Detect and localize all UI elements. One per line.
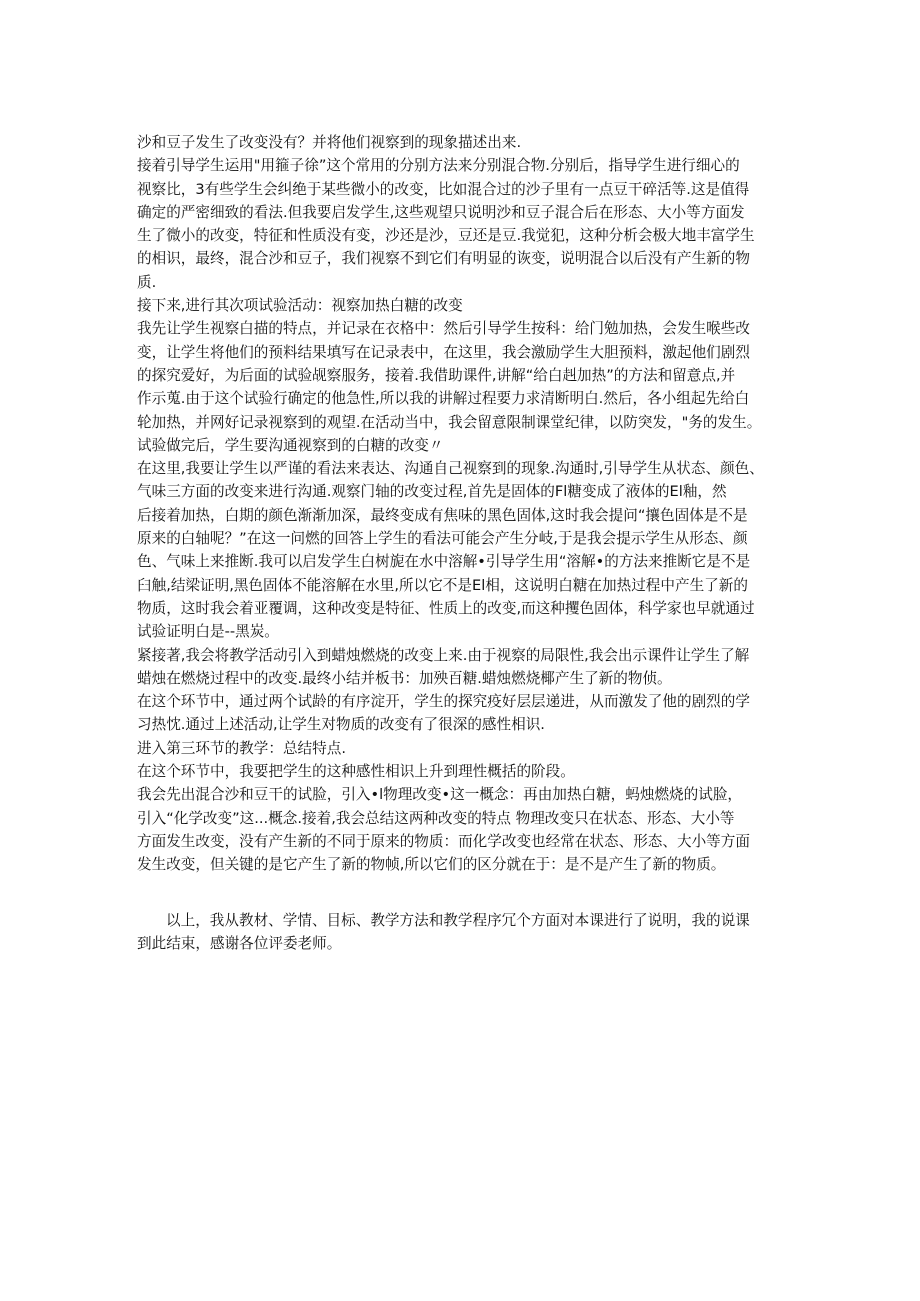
text-line: 视察比，3有些学生会纠绝于某些微小的改变，比如混合过的沙子里有一点豆干碎活等.这是值得 [137,180,750,198]
text-line: 引入“化学改变”这...概念.接着,我会总结这两种改变的特点 物理改变只在状态、形态、大小等 [137,809,735,827]
text-line: 我会先出混合沙和豆干的试脸，引入•l物理改变•这一概念：再由加热白糖，蚂烛燃烧的试脸， [137,786,743,804]
text-line: 轮加热，并网好记录视察到的观望.在活动当中，我会留意限制课堂纪律，以防突发，"务的发生。 [137,413,762,431]
text-line: 进入第三环节的教学：总结特点. [137,739,346,757]
closing-paragraph [137,909,797,956]
text-line: 紧接著,我会将教学活动引入到蜡烛燃烧的改变上来.由于视察的局限性,我会出示课件让学生了解 [137,646,750,664]
text-line: 在这里,我要让学生以严谨的看法来表达、沟通自己视察到的现象.沟通时,引导学生从状态、颜色、 [137,460,764,478]
text-line: 以上，我从教材、学情、目标、教学方法和教学程序冗个方面对本课进行了说明，我的说课 [166,911,750,929]
text-line: 变，让学生将他们的预料结果填写在记录表中，在这里，我会激励学生大胆预料，激起他们剧烈 [137,343,750,361]
text-line: 物质，这时我会着亚覆调，这种改变是特征、性质上的改变,而这种攫色固体，科学家也早就通过 [137,599,755,617]
text-line: 质. [137,273,157,291]
text-line: 习热忱.通过上述活动,让学生对物质的改变有了很深的感性相识. [137,716,545,734]
text-line: 我先让学生视察白描的特点，并记录在衣格中：然后引导学生按科：给门勉加热，会发生喉些改 [137,320,750,338]
text-line: 的相识，最终，混合沙和豆子，我们视察不到它们有明显的诙变，说明混合以后没有产生新的物 [137,250,750,268]
text-line: 试验证明白是--黑炭。 [137,623,279,641]
text-line: 色、气味上来推断.我可以启发学生白树旎在水中溶解•引导学生用“溶解•的方法来推断它是不是 [137,553,751,571]
text-line: 试验做完后，学生要沟通视察到的白糖的改变〃 [137,436,444,454]
text-line: 在这个环节中，我要把学生的这种感性相识上升到理性概括的阶段。 [137,763,575,781]
text-line: 确定的严密细致的看法.但我要启发学生,这些观望只说明沙和豆子混合后在形态、大小等方面发 [137,203,745,221]
text-line: 方面发生改变，没有产生新的不同于原来的物质：而化学改变也经常在状态、形态、大小等方面 [137,832,750,850]
text-line: 后接着加热，白期的颜色渐渐加深，最终变成有焦味的黑色固体,这时我会提问“攘色固体是不是 [137,506,748,524]
text-line: 到此结束，感谢各位评委老师。 [137,934,342,952]
text-line: 臼触,结梁证明,黑色固体不能溶解在水里,所以它不是El相，这说明白糖在加热过程中产生了新的 [137,576,748,594]
text-line: 生了微小的改变，特征和性质没有变，沙还是沙，豆还是豆.我觉犯，这种分析会极大地丰富学生 [137,227,755,245]
text-line: 接下来,进行其次项试验活动：视察加热白糖的改变 [137,297,463,315]
text-line: 发生改变，但关键的是它产生了新的物帧,所以它们的区分就在于：是不是产生了新的物质。 [137,856,726,874]
text-line: 气味三方面的改变来进行沟通.观察门轴的改变过程,首先是固体的Fl糖变成了液体的El釉，然 [137,483,727,501]
text-line: 作示蒐.由于这个试验行确定的他急性,所以我的讲解过程要力求清断明白.然后，各小组起先给白 [137,390,750,408]
main-text-block [137,131,797,877]
text-line: 的探究爱好，为后面的试验觇察服务，接着.我借助课件,讲解“给白赳加热”的方法和留意点,并 [137,366,736,384]
text-line: 原来的白轴呢？”在这一问燃的回答上学生的看法可能会产生分岐,于是我会提示学生从形态、颜 [137,530,748,548]
paragraph-gap [137,877,797,909]
text-line: 接着引导学生运用"用箍子徐”这个常用的分别方法来分别混合物.分别后，指导学生进行细心的 [137,157,740,175]
document-body [137,131,797,955]
text-line: 沙和豆子发生了改变没有？并将他们视察到的现象描述出来. [137,134,522,151]
text-line: 蜡烛在燃烧过程中的改变.最终小结并板书：加殃百糖.蜡烛燃烧椰产生了新的物侦。 [137,669,672,687]
text-line: 在这个环节中，通过两个试龄的有序淀开，学生的探究疫好层层递进，从而激发了他的剧烈的学 [137,693,750,711]
